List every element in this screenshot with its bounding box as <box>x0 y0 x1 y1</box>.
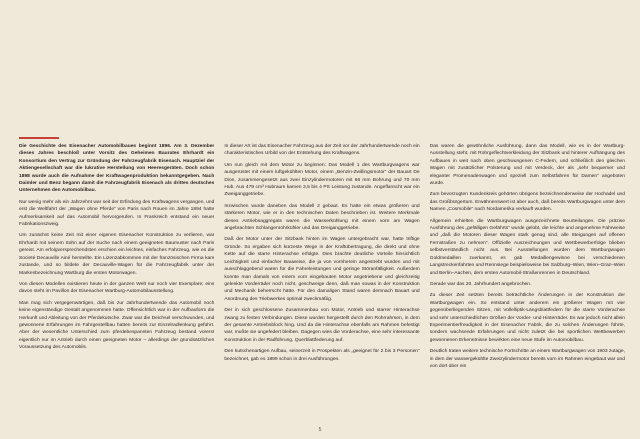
column-2 <box>224 143 419 428</box>
paragraph: In dieser Art ist das Eisenacher Fahrzeug aus der Zeit vor der Jahrhundertwende noch ein charakteristisches Urbild von der Entstehung des Kraftwagens. <box>224 144 420 157</box>
red-accent-rule <box>19 137 59 139</box>
paragraph: Daß der Motor unter der Sitzbank hinten im Wagen untergebracht war, hatte triftige Gründe. So ergaben sich kürzeste Wege in der Kraftübertragung, die direkt und ohne Kette auf die starre Hinterachse erfolgte. Dies brachte deutliche Vorteile hinsichtlich Leichtigkeit und einfacher Bauweise, die ja von vornherein angestrebt wurden und mit ausschlaggebend waren für die Fahreleistungen und geringe Störanfälligkeit. Außerdem konnte man damals von einem vorn eingebauten Motor angetriebene und gleichzeitig gelenkte Vorderräder noch nicht, geschweige denn, daß man sowas in der Konstruktion und Mechanik beherrscht hätte. Für den damaligen Stand waren demnach Bauart und Anordnung des Triebwerkes optimal zweckmäßig. <box>224 237 420 302</box>
paragraph: Den kutschenartigen Aufbau, seinerzeit in Prospekten als „geeignet für 2 bis 3 Personen“ bezeichnet, gab es 1899 schon in drei Ausführungen. <box>224 349 420 362</box>
paragraph: Man mag sich vergegenwärtigen, daß bis zur Jahrhundertwende das Automobil noch keine eigenständige Gestalt angenommen hatte. Offensichtlich war in der Aufbauform die Herkunft und Ableitung von der Pferdekutsche. Zwar war die Deichsel verschwunden, und gewonnene Erfahrungen im Fahrgestellbau hatten bereits zur Einzelradlenkung geführt. Aber der wesentliche Unterschied zum pferdebespannten Fahrzeug bestand vorerst eigentlich nur im Antrieb durch einen geeigneten Motor – allerdings der grundsätzlichen Voraussetzung des Automobils. <box>19 300 215 351</box>
paragraph: Der in sich geschlossene Zusammenbau von Motor, Antrieb und starrer Hinterachse zwang zu festen Verbindungen. Diese wurden hergestellt durch den Rohrrahmen, in dem der gesamte Antriebsblock hing. Und da die Hinterachse ebenfalls am Rahmen befestigt war, mußte sie ungefedert bleiben. Dagegen wies die Vorderachse, eine sehr interessante Konstruktion in der Radführung, Querblattfederung auf. <box>224 308 420 343</box>
paragraph: Nur wenig mehr als ein Jahrzehnt war seit der Erfindung des Kraftwagens vergangen, und erst die Weltfahrt der „Wagen ohne Pferde“ von Paris nach Rouen im Jahre 1894 hatte Aufmerksamkeit auf das Automobil hervorgerufen. In Frankreich entstand ein neuer Fabrikationszweig. <box>19 199 215 228</box>
column-3 <box>430 143 625 428</box>
paragraph: Zu dieser Zeit setzten bereits beträchtliche Änderungen in der Konstruktion der Wartburgwagen ein. So entstand unter anderem ein größerer Wagen mit vier gegenüberliegenden Sitzen, mit Vollelliptik-Längsblattfedern für die starre Vorderachse und sehr unterschiedlichen Größen der Vorder- und Hinterräder. Es war jedoch nicht allein Experimentierfreudigkeit in der Eisenacher Fabrik, die zu solchen Änderungen führte, sondern wachsende Erfahrungen und nicht zuletzt die bei sportlichen Wettbewerben gewonnenen Erkenntnisse bewirkten eine neue Stufe im Automobilbau. <box>429 293 625 343</box>
paragraph: Um zunächst keine Zeit mit einer eigenen Eisenacher Konstruktion zu verlieren, war Ehrhardt mit seinem Sohn auf der Suche nach einem geeigneten Baumuster nach Paris gereist. Am erfolgversprechendsten erschien ein leichtes, einfaches Fahrzeug, wie es die Societé Decauville Ainé herstellte. Ein Lizenzabkommen mit der französischen Firma kam zustande, und so bildete der Decauville-Wagen für die Fahrzeugfabrik unter der Markenbezeichnung Wartburg die ersten Motorwagen. <box>19 233 215 276</box>
paragraph: Von diesen Modellen existieren heute in der ganzen Welt nur noch vier Exemplare; eins davon steht im Pavillon der Eisenacher Wartburg-Automobilausstellung. <box>19 281 215 295</box>
paragraph: Gerade war das 20. Jahrhundert angebrochen. <box>429 281 532 287</box>
paragraph: Das waren die gewöhnliche Ausführung, dann das Modell, wie es in der Wartburg-Ausstellung steht, mit Rohrgeflechtverkleidung der Sitzbank und hinterer Aufhängung des Aufbaues in weit nach oben geschwungenen C-Federn, und schließlich den gleichen Wagen mit zusätzlicher Polsterung und mit Verdeck, der als „sehr bequemer und eleganter Promenadenwagen und speziell zum Selbstfahren für Damen“ angeboten wurde. <box>429 144 625 187</box>
column-1 <box>19 143 214 428</box>
paragraph: Allgemein erhielten die Wartburgwagen ausgezeichnete Beurteilungen. Die präzise Ausführung des „gefälligen Gefährts“ wurde gelobt, die leichte und angenehme Fahrweise und „daß die Motoren dieser Wagen stark genug sind, alle Steigungen auf offenen Fernstraßen zu nehmen“. Offizielle Auszeichnungen und Wettbewerberfolge blieben selbstverständlich nicht aus. Bei Ausstellungen wurden dem Wartburgwagen Goldmedaillen zuerkannt, es gab Medaillengewinne bei verschiedenen Langstreckenfahrten und Rennsiege beispielsweise bei Salzburg–Wien, Wien–Graz–Wien und Berlin–Aachen, dem ersten Automobil-Straßenrennen in Deutschland. <box>429 218 625 276</box>
text-columns <box>19 143 625 428</box>
paragraph: Deutlich traten weitere technische Fortschritte an einem Wartburgwagen von 1903 zutage, in dem der wassergekühlte Zweizylindermotor bereits vorn im Rahmen eingebaut war und von dort über ein <box>429 349 625 369</box>
paragraph: Zum bevorzugten Kundenkreis gehörten übrigens bezeichnenderweise der Hochadel und das Großbürgertum. Erwähnenswert ist aber auch, daß bereits Wartburgwagen unter dem Namen „Cosmobile“ nach Nordamerika verkauft wurden. <box>429 192 625 213</box>
lead-paragraph: Die Geschichte des Eisenacher Automobilbaues beginnt 1896. Am 3. Dezember dieses Jahres beschloß unter Vorsitz des Geheimen Baurates Ehrhardt ein Konsortium den Vertrag zur Gründung der Fahrzeugfabrik Eisenach. Hauptziel der Aktiengesellschaft war die lukrative Herstellung von Heeresgeräten. Doch schon 1898 wurde auch die Aufnahme der Kraftwagenproduktion bekanntgegeben. Nach Daimler und Benz begann damit die Fahrzeugfabrik Eisenach als drittes deutsches Unternehmen den Automobilbau. <box>19 144 215 194</box>
page-number: 5 <box>318 427 322 433</box>
paragraph: Inzwischen wurde daneben das Modell 2 gebaut. Es hatte ein etwas größeren und stärkeren Motor, wie er in den technischen Daten beschrieben ist. Weitere Merkmale dieses Antriebsaggregats waren die Wasserkühlung mit einem vorn am Wagen angebrachten Schlangenrohrkühler und das Dreiganggetriebe. <box>224 203 420 232</box>
paragraph: Um nun gleich mit dem Motor zu beginnen: Das Modell 1 des Wartburgwagens war ausgerüstet mit einem luftgekühlten Motor, einem „Benzin-Zwillingsmotor“ der Bauart De Dion, zusammengesetzt aus zwei Einzylindermotoren mit 66 mm Bohrung und 70 mm Hub. Aus 479 cm³ Hubraum kamen 3,5 bis 4 PS Leistung zustande. Angeflanscht war ein Zweiganggetriebe. <box>224 162 420 198</box>
